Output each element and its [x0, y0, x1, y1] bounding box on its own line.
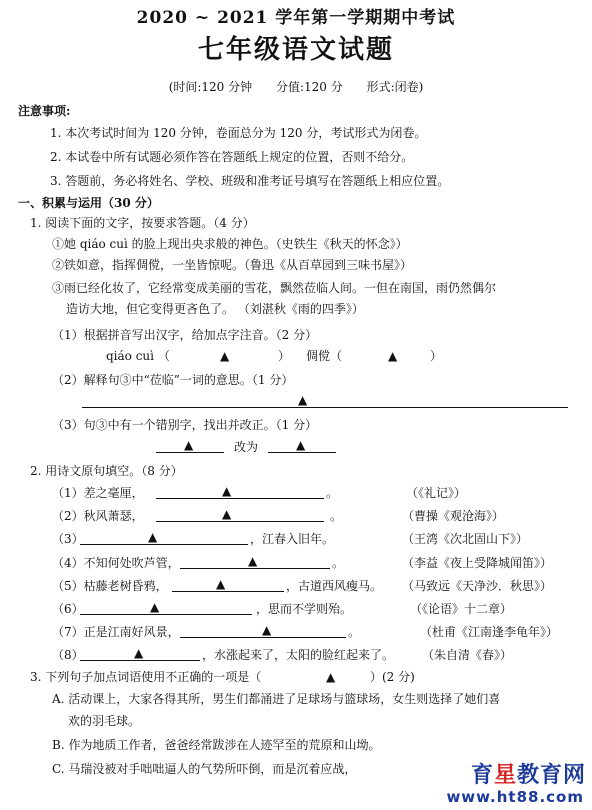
q2-row-text: ，水涨起来了，太阳的脸红起来了。	[202, 648, 395, 662]
q2-row-source: （朱自清《春》）	[422, 648, 513, 662]
q2-row-text: 。	[330, 509, 343, 523]
answer-line[interactable]	[80, 614, 252, 615]
answer-mark: ▲	[248, 554, 258, 568]
q3-stem-end: ）(2 分)	[370, 670, 415, 684]
watermark-logo	[471, 762, 586, 790]
q2-stem: 2. 用诗文原句填空。（8 分）	[30, 464, 183, 478]
q2-row-source: （《礼记》）	[406, 486, 467, 500]
q1-sentence-3a: ③雨已经化妆了，它经常变成美丽的雪花，飘然莅临人间。一但在南国，雨仍然偶尔	[52, 281, 497, 295]
answer-mark: ▲	[220, 349, 230, 363]
exam-time: (时间:120 分钟	[168, 80, 253, 94]
q2-row-text: （8）	[52, 648, 84, 662]
q2-row-source: （《论语》十二章）	[410, 602, 513, 616]
exam-score: 分值:120 分	[275, 80, 343, 94]
q2-row-text: （1）差之毫厘，	[52, 486, 144, 500]
answer-line[interactable]	[82, 407, 568, 408]
exam-meta	[0, 80, 592, 95]
q2-row-text: 。	[332, 556, 345, 570]
answer-mark: ▲	[222, 484, 232, 498]
q3-option-a-cont: 欢的羽毛球。	[68, 714, 141, 728]
answer-mark: ▲	[134, 646, 144, 660]
answer-mark: ▲	[262, 623, 272, 637]
q2-row-text: ，古道西风瘦马。	[286, 579, 383, 593]
q2-row-text: 。	[348, 625, 361, 639]
paren-close: ）	[430, 349, 443, 363]
answer-line[interactable]	[268, 452, 336, 453]
watermark-text: 育	[470, 763, 494, 788]
answer-mark: ▲	[326, 670, 336, 684]
exam-subtitle: 七年级语文试题	[197, 35, 394, 65]
notice-item-2: 2. 本试卷中所有试题必须作答在答题纸上规定的位置，否则不给分。	[50, 150, 414, 164]
q3-stem: 3. 下列句子加点词语使用不正确的一项是（	[30, 670, 262, 684]
q2-row-text: （6）	[52, 602, 84, 616]
q1-pinyin: qiáo cuì （	[106, 349, 170, 363]
paren-close: ）	[278, 349, 291, 363]
answer-line[interactable]	[156, 452, 224, 453]
watermark-text: 星	[493, 763, 517, 788]
q3-option-c: C. 马瑞没被对手咄咄逼人的气势所吓倒，而是沉着应战，	[52, 762, 357, 776]
answer-line[interactable]	[180, 568, 330, 569]
q2-row-text: （5）枯藤老树昏鸦，	[52, 579, 168, 593]
watermark-text: 教育网	[516, 763, 586, 788]
notice-title: 注意事项:	[18, 104, 71, 118]
q3-option-b: B. 作为地质工作者，爸爸经常跋涉在人迹罕至的荒原和山坳。	[52, 738, 381, 752]
answer-line[interactable]	[156, 498, 324, 499]
watermark-url: www.ht88.com	[446, 788, 584, 806]
q1-word: 倜傥（	[306, 349, 343, 363]
answer-line[interactable]	[172, 591, 284, 592]
q1-stem: 1. 阅读下面的文字，按要求答题。（4 分）	[30, 216, 255, 230]
answer-mark: ▲	[184, 438, 194, 452]
q2-row-text: （2）秋风萧瑟，	[52, 509, 144, 523]
q2-row-text: （3）	[52, 532, 84, 546]
answer-mark: ▲	[148, 530, 158, 544]
q2-row-source: （李益《夜上受降城闻笛》）	[402, 556, 553, 570]
q2-row-text: （7）正是江南好风景，	[52, 625, 180, 639]
q2-row-text: 。	[326, 486, 339, 500]
notice-item-3: 3. 答题前，务必将姓名、学校、班级和准考证号填写在答题纸上相应位置。	[50, 174, 450, 188]
answer-line[interactable]	[156, 521, 324, 522]
q1-change-label: 改为	[234, 440, 259, 454]
q2-row-source: （杜甫《江南逢李龟年》）	[420, 625, 559, 639]
q2-row-source: （王湾《次北固山下》）	[402, 532, 529, 546]
q1-sentence-1: ①她 qiáo cuì 的脸上现出央求般的神色。（史铁生《秋天的怀念》）	[52, 237, 408, 251]
q1-sentence-2: ②铁如意，指挥倜傥，一坐皆惊呢。（鲁迅《从百草园到三味书屋》）	[52, 258, 413, 272]
q2-row-text: ，思而不学则殆。	[256, 602, 353, 616]
answer-mark: ▲	[296, 438, 306, 452]
answer-line[interactable]	[80, 660, 200, 661]
q1-part-1: （1）根据拼音写出汉字，给加点字注音。（2 分）	[52, 328, 318, 342]
q1-part-3: （3）句③中有一个错别字，找出并改正。（1 分）	[52, 418, 318, 432]
answer-line[interactable]	[180, 637, 346, 638]
section-title: 一、积累与运用（30 分）	[18, 196, 159, 210]
exam-title: 2020 ~ 2021 学年第一学期期中考试	[136, 8, 456, 28]
answer-mark: ▲	[216, 577, 226, 591]
q2-row-text: （4）不知何处吹芦管，	[52, 556, 180, 570]
q1-sentence-3b: 造访大地，但它变得更吝色了。 （刘湛秋《雨的四季》）	[66, 302, 364, 316]
answer-mark: ▲	[298, 393, 308, 407]
answer-mark: ▲	[222, 507, 232, 521]
answer-mark: ▲	[150, 600, 160, 614]
answer-mark: ▲	[388, 349, 398, 363]
exam-form: 形式:闭卷)	[366, 80, 424, 94]
q2-row-text: ，江春入旧年。	[250, 532, 335, 546]
q2-row-source: （曹操《观沧海》）	[402, 509, 505, 523]
q1-part-2: （2）解释句③中“莅临”一词的意思。（1 分）	[52, 373, 294, 387]
q2-row-source: （马致远《天净沙．秋思》）	[402, 579, 553, 593]
notice-item-1: 1. 本次考试时间为 120 分钟，卷面总分为 120 分，考试形式为闭卷。	[50, 126, 427, 140]
q3-option-a: A. 活动课上，大家各得其所，男生们都涌进了足球场与篮球场，女生则选择了她们喜	[52, 692, 501, 706]
answer-line[interactable]	[80, 544, 248, 545]
